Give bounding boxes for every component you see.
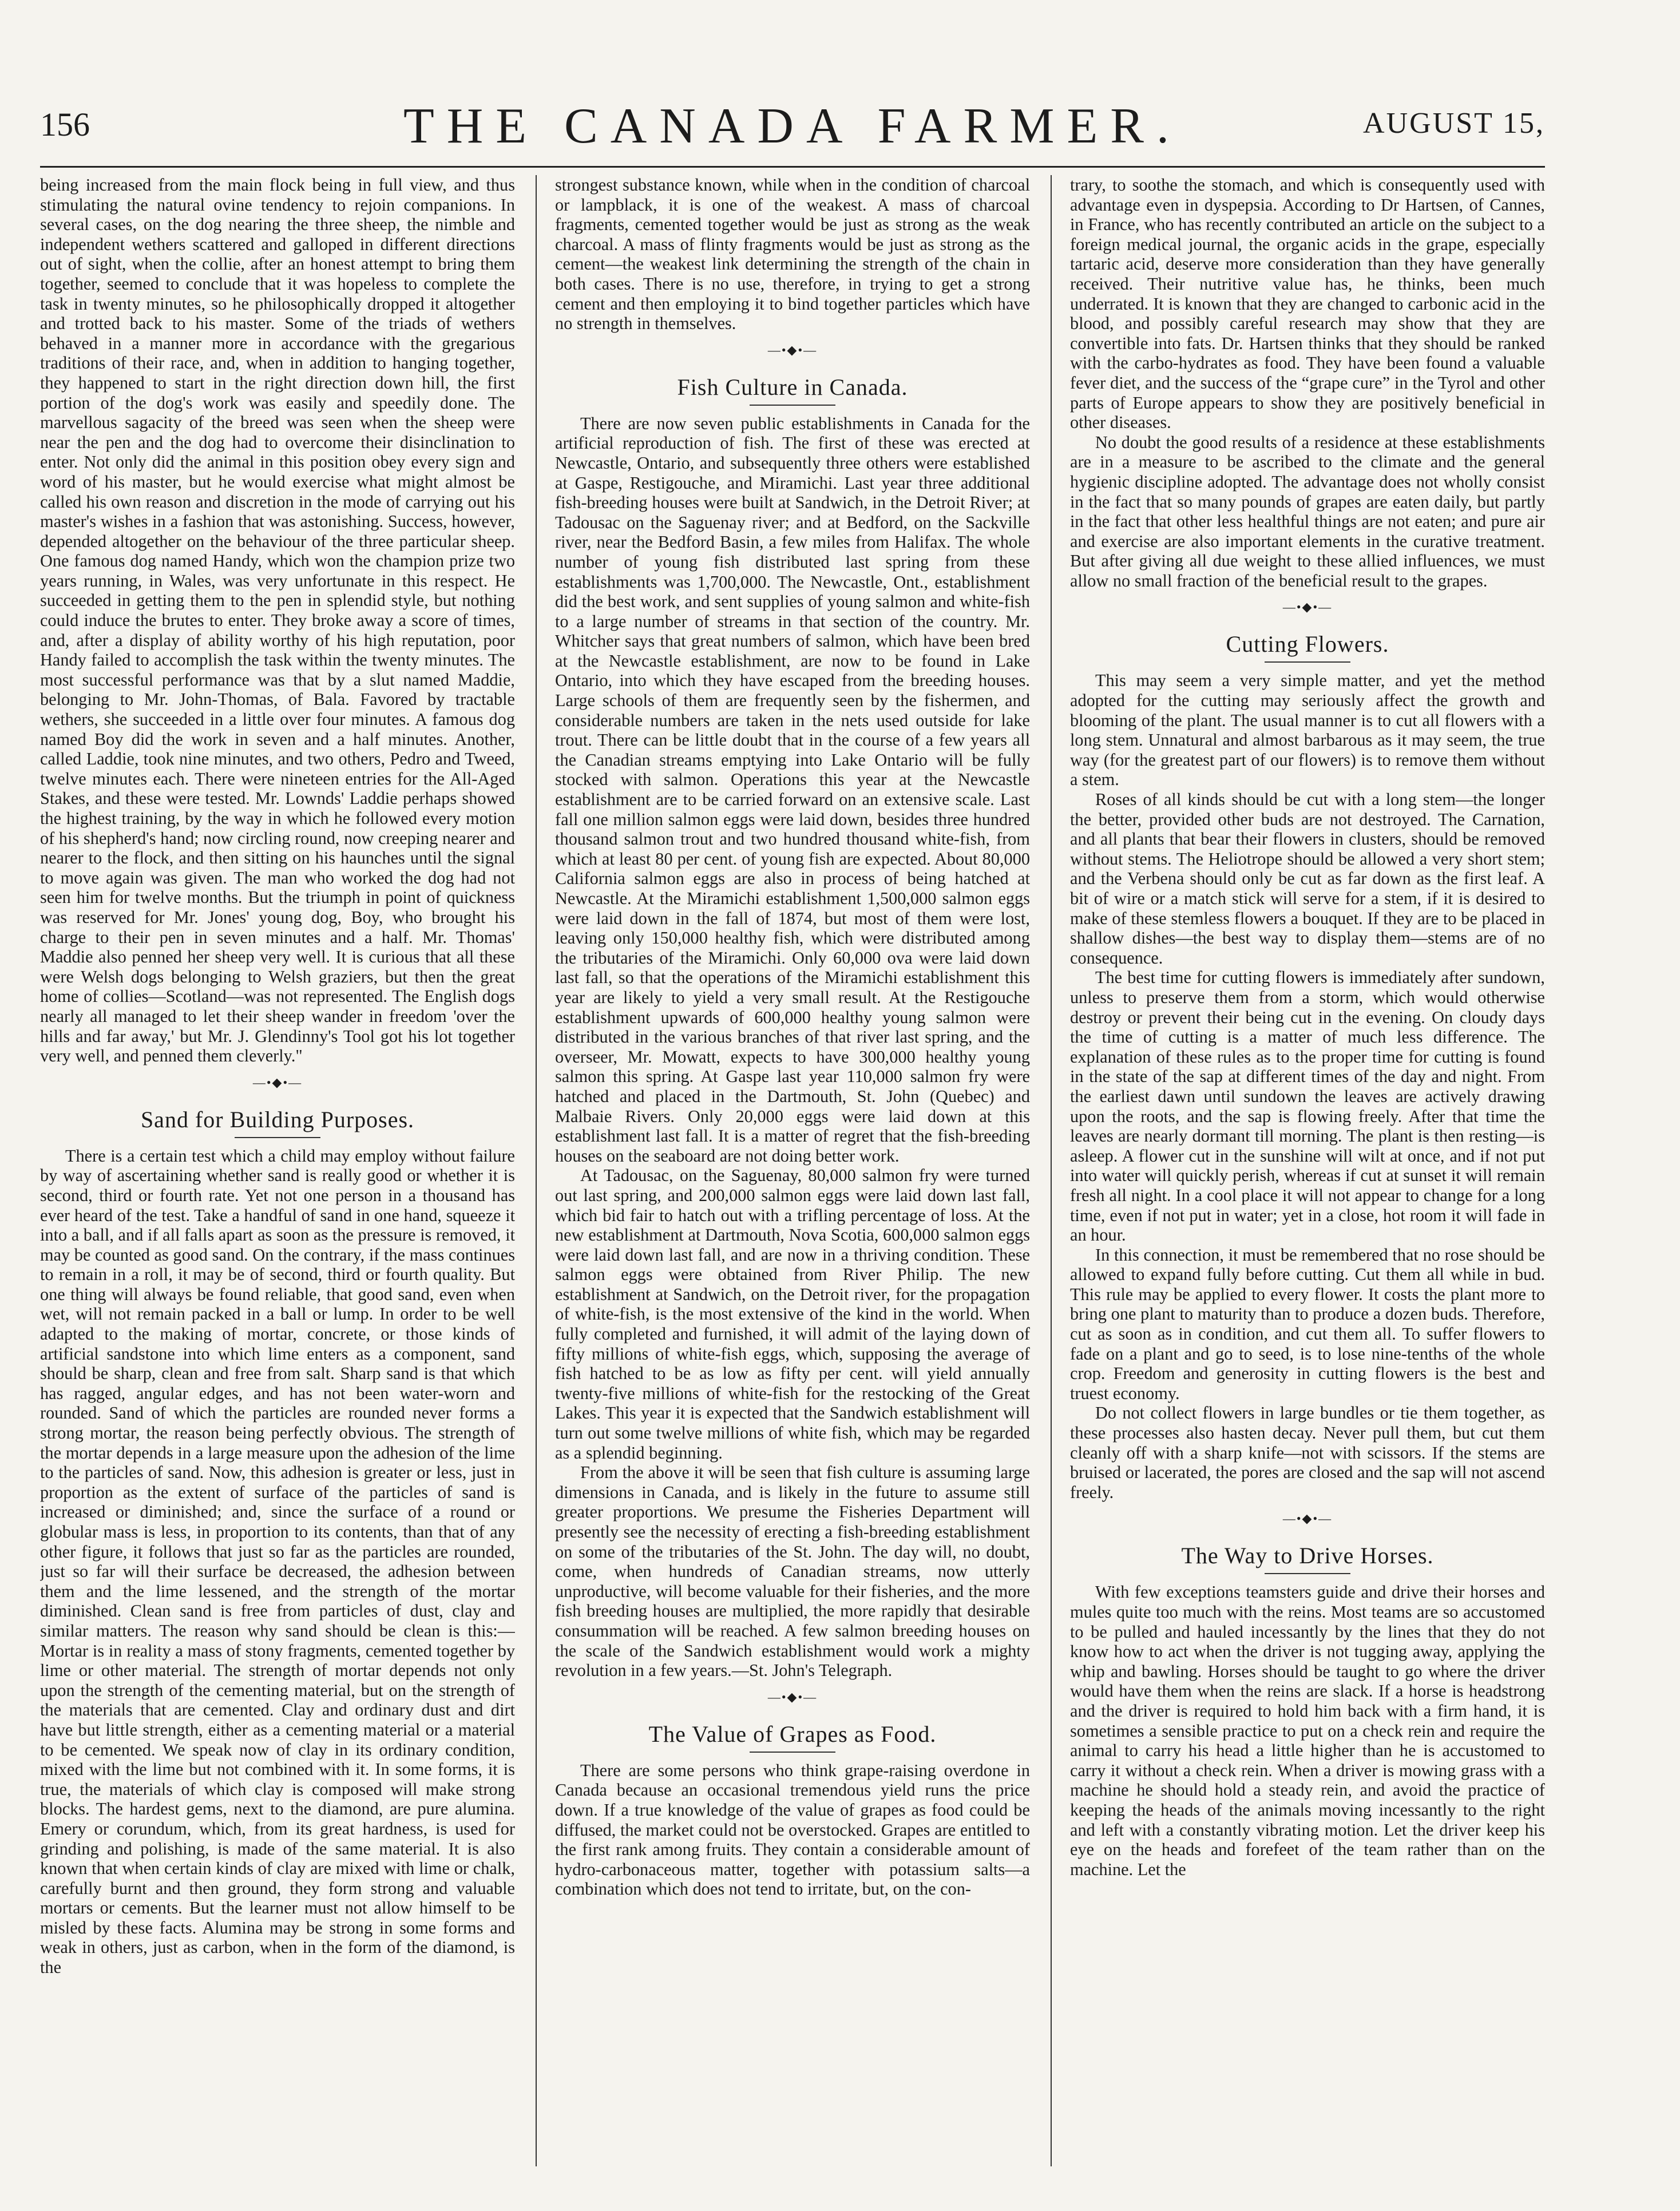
heading-value-of-grapes: The Value of Grapes as Food. — [648, 1721, 937, 1747]
fish-article-paragraph: There are now seven public establishments in Canada for the artificial reproduction of fish. The first of these was erected at Newcastle, Ontario, and subsequently three others were established at Gaspe, Restigouche, and Miramichi. Last year three additional fish-breeding houses were built at Sandwich, in the Detroit River; at Tadousac on the Saguenay river; and at Bedford, on the Sackville river, near the Bedford Basin, a few miles from Halifax. The whole number of young fish distributed last spring from these establishments was 1,700,000. The Newcastle, Ont., establishment did the best work, and sent supplies of young salmon and white-fish to a large number of streams in that section of the country. Mr. Whitcher says that great numbers of salmon, which have been bred at the Newcastle establishment, are now to be found in Lake Ontario, into which they have escaped from the breeding houses. Large schools of them are frequently seen by the fishermen, and considerable numbers are taken in the nets used outside for lake trout. There can be little doubt that in the course of a few years all the Canadian streams emptying into Lake Ontario will be fully stocked with salmon. Operations this year at the Newcastle establishment are to be carried forward on an extensive scale. Last fall one million salmon eggs were laid down, besides three hundred thousand salmon trout and two hundred thousand white-fish, from which at least 80 per cent. of young fish are expected. About 80,000 California salmon eggs are also in process of being hatched at Newcastle. At the Miramichi establishment 1,500,000 salmon eggs were laid down in the fall of 1874, but most of them were lost, leaving only 150,000 healthy fish, which were distributed among the tributaries of the Miramichi. Only 60,000 ova were laid down last fall, so that the operations of the Miramichi establishment this year are likely to yield a very small result. At the Restigouche establishment upwards of 600,000 healthy young salmon were distributed in the various branches of that river last spring, and the overseer, Mr. Mowatt, expects to have 300,000 healthy young salmon this spring. At Gaspe last year 110,000 salmon fry were hatched and placed in the Dartmouth, St. John (Quebec) and Malbaie Rivers. Only 20,000 eggs were laid down at this establishment last fall. It is a matter of regret that the fish-breeding houses on the seaboard are not doing better work. — [555, 413, 1030, 1166]
heading-drive-horses: The Way to Drive Horses. — [1181, 1543, 1434, 1569]
column-divider — [1051, 175, 1052, 2166]
grapes-article-paragraph: No doubt the good results of a residence at these establishments are in a measure to be ascribed to the climate and the general hygienic discipline adopted. The advantage does not wholly consist in the fact that so many pounds of grapes are eaten daily, but partly in the fact that other less healthful things are not eaten; and pure air and exercise are also important elements in the curative treatment. But after giving all due weight to these allied influences, we must allow no small fraction of the beneficial result to the grapes. — [1070, 432, 1545, 591]
flowers-article-paragraph: Do not collect flowers in large bundles or tie them together, as these processes also hasten decay. Never pull them, but cut them cleanly off with a sharp knife—not with scissors. If the stems are bruised or lacerated, the pores are closed and the sap will not ascend freely. — [1070, 1403, 1545, 1502]
section-separator: —•◆•— — [767, 1689, 818, 1704]
fish-article-paragraph: At Tadousac, on the Saguenay, 80,000 salmon fry were turned out last spring, and 200,000 salmon eggs were laid down last fall, which bid fair to hatch out with a trifling percentage of loss. At the new establishment at Dartmouth, Nova Scotia, 600,000 salmon eggs were laid down last fall, and are now in a thriving condition. These salmon eggs were obtained from River Philip. The new establishment at Sandwich, on the Detroit river, for the propagation of white-fish, is the most extensive of the kind in the world. When fully completed and furnished, it will admit of the laying down of fifty millions of white-fish eggs, which, supposing the average of fish hatched to be as low as fifty per cent. will yield annually twenty-five millions of white-fish for the restocking of the Great Lakes. This year it is expected that the Sandwich establishment will turn out some twelve millions of white fish, which may be regarded as a splendid beginning. — [555, 1166, 1030, 1463]
section-separator: —•◆•— — [1282, 600, 1333, 615]
page-number: 156 — [40, 106, 90, 143]
flowers-article-paragraph: The best time for cutting flowers is immediately after sundown, unless to preserve them from a storm, which would otherwise destroy or prevent their being cut in the evening. On cloudy days the time of cutting is a matter of much less difference. The explanation of these rules as to the proper time for cutting is found in the state of the sap at different times of the day and night. From the earliest dawn until sundown the leaves are actively drawing upon the roots, and the sap is flowing freely. After that time the leaves are nearly dormant till morning. The plant is then resting—is asleep. A flower cut in the sunshine will wilt at once, and if not put into water will quickly perish, whereas if cut at sunset it will remain fresh all night. In a cool place it will not appear to change for a long time, even if not put in water; yet in a close, hot room it will fade in an hour. — [1070, 968, 1545, 1245]
flowers-article-paragraph: Roses of all kinds should be cut with a long stem—the longer the better, provided other buds are not destroyed. The Carnation, and all plants that bear their flowers in clusters, should be removed without stems. The Heliotrope should be allowed a very short stem; and the Verbena should only be cut as far down as the first leaf. A bit of wire or a match stick will serve for a stem, if it is desired to make of these stemless flowers a bouquet. If they are to be placed in shallow dishes—the best way to display them—stems are of no consequence. — [1070, 790, 1545, 968]
sand-article-continued: strongest substance known, while when in the condition of charcoal or lampblack, it is one of the weakest. A mass of charcoal fragments, cemented together would be just as strong as the weak charcoal. A mass of flinty fragments would be just as strong as the cement—the weakest link determining the strength of the chain in both cases. There is no use, therefore, in trying to get a strong cement and then employing it to bind together particles which have no strength in themselves. — [555, 175, 1030, 334]
masthead — [40, 97, 1545, 160]
heading-fish-culture: Fish Culture in Canada. — [677, 374, 908, 400]
sheepdog-trial-continued: being increased from the main flock being in full view, and thus stimulating the natural ovine tendency to rejoin companions. In several cases, on the dog nearing the three sheep, the nimble and independent wethers scattered and galloped in different directions out of sight, when the collie, after an honest attempt to bring them together, seemed to conclude that it was hopeless to complete the task in twenty minutes, so he philosophically dropped it altogether and trotted back to his master. Some of the triads of wethers behaved in a manner more in accordance with the gregarious traditions of their race, and, when in addition to hanging together, they happened to start in the right direction down hill, the first portion of the dog's work was easily and speedily done. The marvellous sagacity of the breed was seen when the sheep were near the pen and the dog had to overcome their disinclination to enter. Not only did the animal in this position obey every sign and word of his master, but he would exercise what might almost be called his own reason and discretion in the mode of carrying out his master's wishes in a fashion that was astonishing. Success, however, depended altogether on the behaviour of the three particular sheep. One famous dog named Handy, which won the champion prize two years running, in Wales, was very unfortunate in this respect. He succeeded in getting them to the pen in splendid style, but nothing could induce the brutes to enter. They broke away a score of times, and, after a display of ability worthy of his high reputation, poor Handy failed to accomplish the task within the twenty minutes. The most successful performance was that by a slut named Maddie, belonging to Mr. John-Thomas, of Bala. Favored by tractable wethers, she succeeded in a little over four minutes. A famous dog named Boy did the work in seven and a half minutes. Another, called Laddie, took nine minutes, and two others, Pedro and Tweed, twelve minutes each. There were nineteen entries for the All-Aged Stakes, and these were tested. Mr. Lownds' Laddie perhaps showed the highest training, by the way in which he followed every motion of his shepherd's hand; now circling round, now creeping nearer and nearer to the flock, and then sitting on his haunches until the signal to move again was given. The man who worked the dog had not seen him for twelve months. But the triumph in point of quickness was reserved for Mr. Jones' young dog, Boy, who brought his charge to their pen in seven minutes and a half. Mr. Thomas' Maddie also penned her sheep very well. It is curious that all these were Welsh dogs belonging to Welsh graziers, but then the great home of collies—Scotland—was not represented. The English dogs nearly all managed to let their sheep wander in freedom 'over the hills and far away,' but Mr. J. Glendinny's Tool got his lot together very well, and penned them cleverly." — [40, 175, 515, 1066]
sand-article-body: There is a certain test which a child may employ without failure by way of ascertaining whether sand is really good or whether it is second, third or fourth rate. Yet not one person in a thousand has ever heard of the test. Take a handful of sand in one hand, squeeze it into a ball, and if all falls apart as soon as the pressure is removed, it may be counted as good sand. On the contrary, if the mass continues to remain in a roll, it may be of second, third or fourth quality. But one thing will always be found reliable, that good sand, even when wet, will not remain packed in a ball or lump. In order to be well adapted to the making of mortar, concrete, or those kinds of artificial sandstone into which lime enters as a component, sand should be sharp, clean and free from salt. Sharp sand is that which has ragged, angular edges, and has not been water-worn and rounded. Sand of which the particles are rounded never forms a strong mortar, the reason being perfectly obvious. The strength of the mortar depends in a large measure upon the adhesion of the lime to the particles of sand. Now, this adhesion is greater or less, just in proportion as the extent of surface of the particles of sand is increased or diminished; and, since the surface of a round or globular mass is less, in proportion to its contents, than that of any other figure, it follows that just so far as the particles are rounded, just so far will their surface be decreased, the adhesion between them and the lime lessened, and the strength of the mortar diminished. Clean sand is free from particles of dust, clay and similar matters. The reason why sand should be clean is this:—Mortar is in reality a mass of stony fragments, cemented together by lime or other material. The strength of mortar depends not only upon the strength of the cementing material, but on the strength of the materials that are cemented. Clay and ordinary dust and dirt have but little strength, either as a cementing material or a material to be cemented. We speak now of clay in its ordinary condition, mixed with the lime but not combined with it. In some forms, it is true, the materials of which clay is composed will make strong blocks. The hardest gems, next to the diamond, are pure alumina. Emery or corundum, which, from its great hardness, is used for grinding and polishing, is made of the same material. It is also known that when certain kinds of clay are mixed with lime or chalk, carefully burnt and then ground, they form strong and valuable mortars or cements. But the learner must not allow himself to be misled by these facts. Alumina may be strong in some forms and weak in others, just as carbon, when in the form of the diamond, is the — [40, 1146, 515, 1978]
header-rule — [40, 166, 1545, 168]
newspaper-title: THE CANADA FARMER. — [403, 98, 1182, 154]
article-columns — [40, 175, 1545, 2166]
section-separator: —•◆•— — [1282, 1511, 1333, 1526]
fish-article-paragraph: From the above it will be seen that fish culture is assuming large dimensions in Canada, and is likely in the future to assume still greater proportions. We presume the Fisheries Department will presently see the necessity of erecting a fish-breeding establishment on some of the tributaries of the St. John. The day will, no doubt, come, when hundreds of Canadian streams, now utterly unproductive, will become valuable for their fisheries, and the more fish breeding houses are multiplied, the more rapidly that desirable consummation will be reached. A few salmon breeding houses on the scale of the Sandwich establishment would work a mighty revolution in a few years.—St. John's Telegraph. — [555, 1463, 1030, 1681]
heading-underline — [1265, 1573, 1350, 1574]
grapes-article-paragraph: There are some persons who think grape-raising overdone in Canada because an occasional tremendous yield runs the price down. If a true knowledge of the value of grapes as food could be diffused, the market could not be overstocked. Grapes are entitled to the first rank among fruits. They contain a considerable amount of hydro-carbonaceous matter, together with potassium salts—a combination which does not tend to irritate, but, on the con- — [555, 1760, 1030, 1899]
column-1 — [40, 175, 515, 2166]
heading-underline — [235, 1137, 320, 1138]
section-separator: —•◆•— — [252, 1075, 303, 1089]
section-separator: —•◆•— — [767, 342, 818, 357]
column-divider — [536, 175, 537, 2166]
flowers-article-paragraph: In this connection, it must be remembered that no rose should be allowed to expand fully before cutting. Cut them all while in bud. This rule may be applied to every flower. It costs the plant more to bring one plant to maturity than to produce a dozen buds. Therefore, cut as soon as in condition, and cut them all. To suffer flowers to fade on a plant and go to seed, is to lose nine-tenths of the whole crop. Freedom and generosity in cutting flowers is the best and truest economy. — [1070, 1245, 1545, 1403]
issue-date: AUGUST 15, — [1363, 107, 1545, 140]
horses-article-paragraph: With few exceptions teamsters guide and drive their horses and mules quite too much with the reins. Most teams are so accustomed to be pulled and hauled incessantly by the lines that they do not know how to act when the driver is not tugging away, applying the whip and bawling. Horses should be taught to go where the driver would have them when the reins are slack. If a horse is headstrong and the driver is required to hold him back with a firm hand, it is sometimes a sensible practice to put on a check rein and require the animal to carry his head a little higher than he is accustomed to carry it without a check rein. When a driver is mowing grass with a machine he should hold a steady rein, and avoid the practice of keeping the heads of the animals moving incessantly to the right and left with a constantly vibrating motion. Let the driver keep his eye on the heads and forefeet of the team rather than on the machine. Let the — [1070, 1582, 1545, 1879]
column-3 — [1070, 175, 1545, 2166]
heading-underline — [1265, 661, 1350, 663]
grapes-article-continued: trary, to soothe the stomach, and which is consequently used with advantage even in dyspepsia. According to Dr Hartsen, of Cannes, in France, who has recently contributed an article on the subject to a foreign medical journal, the organic acids in the grape, especially tartaric acid, deserve more consideration than they have generally received. Their nutritive value has, he thinks, been much underrated. It is known that they are changed to carbonic acid in the blood, and possibly careful research may show that they are convertible into fats. Dr. Hartsen thinks that they should be ranked with the carbo-hydrates as food. They have been found a valuable fever diet, and the success of the “grape cure” in the Tyrol and other parts of Europe appears to show they are positively beneficial in other diseases. — [1070, 175, 1545, 433]
column-2 — [555, 175, 1030, 2166]
heading-underline — [750, 405, 835, 406]
heading-cutting-flowers: Cutting Flowers. — [1226, 631, 1389, 657]
heading-underline — [750, 1752, 835, 1753]
heading-sand-for-building: Sand for Building Purposes. — [140, 1106, 415, 1132]
flowers-article-paragraph: This may seem a very simple matter, and yet the method adopted for the cutting may seriously affect the growth and blooming of the plant. The usual manner is to cut all flowers with a long stem. Unnatural and almost barbarous as it may seem, the true way (for the greatest part of our flowers) is to remove them without a stem. — [1070, 671, 1545, 790]
